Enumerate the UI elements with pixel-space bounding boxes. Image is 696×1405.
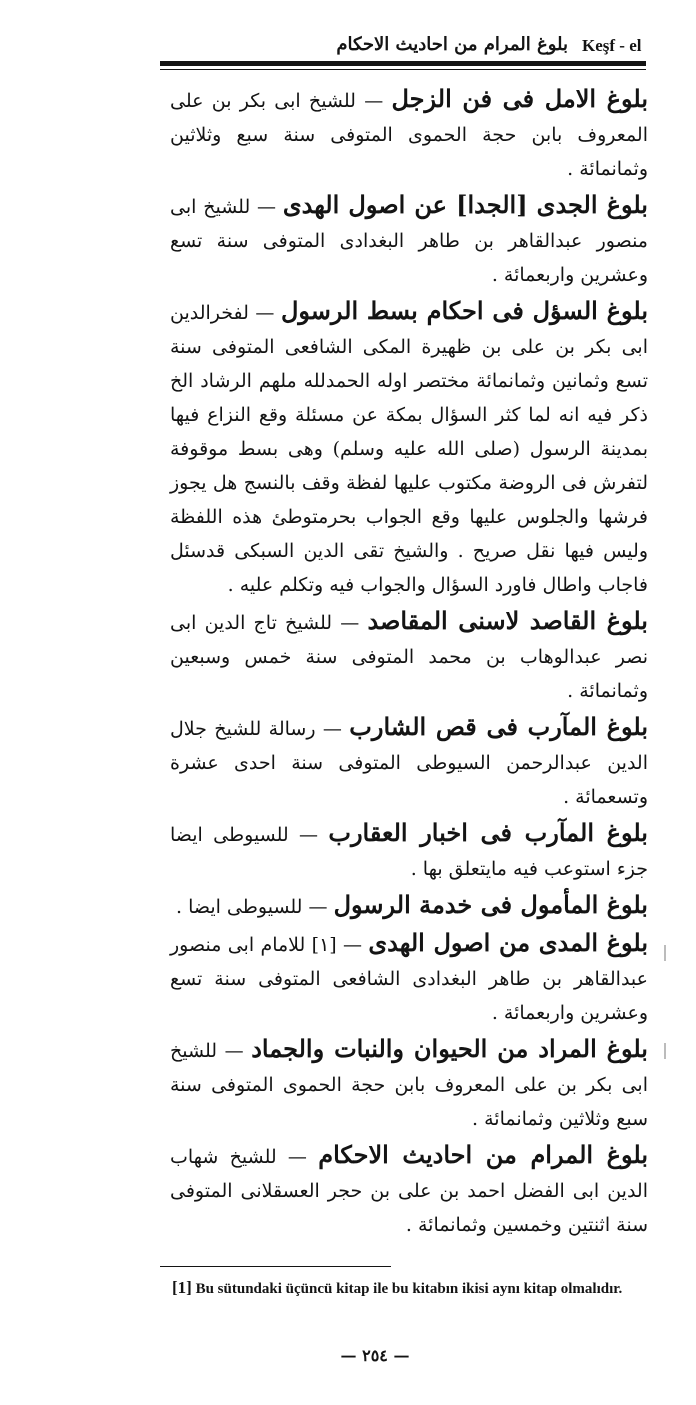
dictionary-entry xyxy=(170,888,648,924)
entry-text: — للشيخ تاج الدين ابى نصر عبدالوهاب بن محمد المتوفى سنة خمس وسبعين وثمانمائة . xyxy=(170,612,648,702)
entry-text: — للشيخ ابى بكر بن على المعروف بابن حجة الحموى المتوفى سنة سبع وثلاثين وثمانمائة . xyxy=(170,90,648,180)
entry-text: — للشيخ شهاب الدين ابى الفضل احمد بن على بن حجر العسقلانى المتوفى سنة اثنتين وخمسين وثمانمائة . xyxy=(170,1146,648,1236)
dictionary-entry xyxy=(170,604,648,708)
entry-title: بلوغ الجدى [الجدا] عن اصول الهدى xyxy=(282,190,648,219)
entry-title: بلوغ المرام من احاديث الاحكام xyxy=(318,1140,649,1169)
dictionary-entry xyxy=(170,926,648,1030)
entries-column xyxy=(170,82,648,1244)
footnote xyxy=(172,1274,648,1303)
entry-title: بلوغ المآرب فى قص الشارب xyxy=(349,712,649,741)
running-title: بلوغ المرام من احاديث الاحكام xyxy=(336,34,568,55)
margin-mark xyxy=(664,1043,666,1059)
entry-title: بلوغ المأمول فى خدمة الرسول xyxy=(333,890,648,919)
entry-text: — للشيخ ابى بكر بن على المعروف بابن حجة الحموى المتوفى سنة سبع وثلاثين وثمانمائة . xyxy=(170,1040,648,1130)
dictionary-entry xyxy=(170,82,648,186)
entry-title: بلوغ الامل فى فن الزجل xyxy=(391,84,648,113)
entry-title: بلوغ المآرب فى اخبار العقارب xyxy=(328,818,648,847)
footnote-text: Bu sütundaki üçüncü kitap ile bu kitabın ikisi aynı kitap olmalıdır. xyxy=(191,1281,623,1297)
header-rule-thick xyxy=(160,61,646,66)
dictionary-entry xyxy=(170,816,648,886)
entry-title: بلوغ القاصد لاسنى المقاصد xyxy=(367,606,648,635)
dictionary-entry xyxy=(170,1032,648,1136)
entry-text: — لفخرالدين ابى بكر بن على بن ظهيرة المكى الشافعى المتوفى سنة تسع وثمانين وثمانمائة مختصر اوله الحمدلله ملهم الرشاد الخ ذكر فيه انه لما كثر السؤال بمكة عن مسئلة وقع النزاع فيها بمدينة الرسول (صلى الله عليه وسلم) وهى بسط موقوفة لتفرش فى الروضة مكتوب عليها لفظة وقف بالنسج هل يجوز فرشها والجلوس عليها وقع الجواب بحرمتوطئ هذه اللفظة وليس فيها نقل صريح . والشيخ تقى الدين السبكى قدسئل فاجاب واطال فاورد السؤال والجواب فيه وتكلم عليه . xyxy=(170,302,648,596)
dictionary-entry xyxy=(170,188,648,292)
entry-text: — للسيوطى ايضا . xyxy=(175,896,334,918)
page-number: — ٢٥٤ — xyxy=(340,1346,410,1365)
entry-title: بلوغ المدى من اصول الهدى xyxy=(368,928,648,957)
dictionary-entry xyxy=(170,710,648,814)
page-header xyxy=(160,34,648,60)
entry-text: — للشيخ ابى منصور عبدالقاهر بن طاهر البغدادى المتوفى سنة تسع وعشرين واربعمائة . xyxy=(170,196,648,286)
entry-title: بلوغ المراد من الحيوان والنبات والجماد xyxy=(251,1034,648,1063)
margin-mark xyxy=(664,945,666,961)
header-rule-thin xyxy=(160,69,646,70)
running-label: Keşf - el xyxy=(582,36,642,55)
dictionary-entry xyxy=(170,294,648,602)
entry-text: — رسالة للشيخ جلال الدين عبدالرحمن السيوطى المتوفى سنة احدى عشرة وتسعمائة . xyxy=(170,718,648,808)
entry-title: بلوغ السؤل فى احكام بسط الرسول xyxy=(280,296,648,325)
footnote-rule xyxy=(160,1266,391,1267)
entry-text: — [١] للامام ابى منصور عبدالقاهر بن طاهر البغدادى الشافعى المتوفى سنة تسع وعشرين واربعمائة . xyxy=(170,934,648,1024)
entry-text: — للسيوطى ايضا جزء استوعب فيه مايتعلق بها . xyxy=(170,824,648,880)
dictionary-entry xyxy=(170,1138,648,1242)
footnote-number: [1] xyxy=(172,1278,192,1297)
